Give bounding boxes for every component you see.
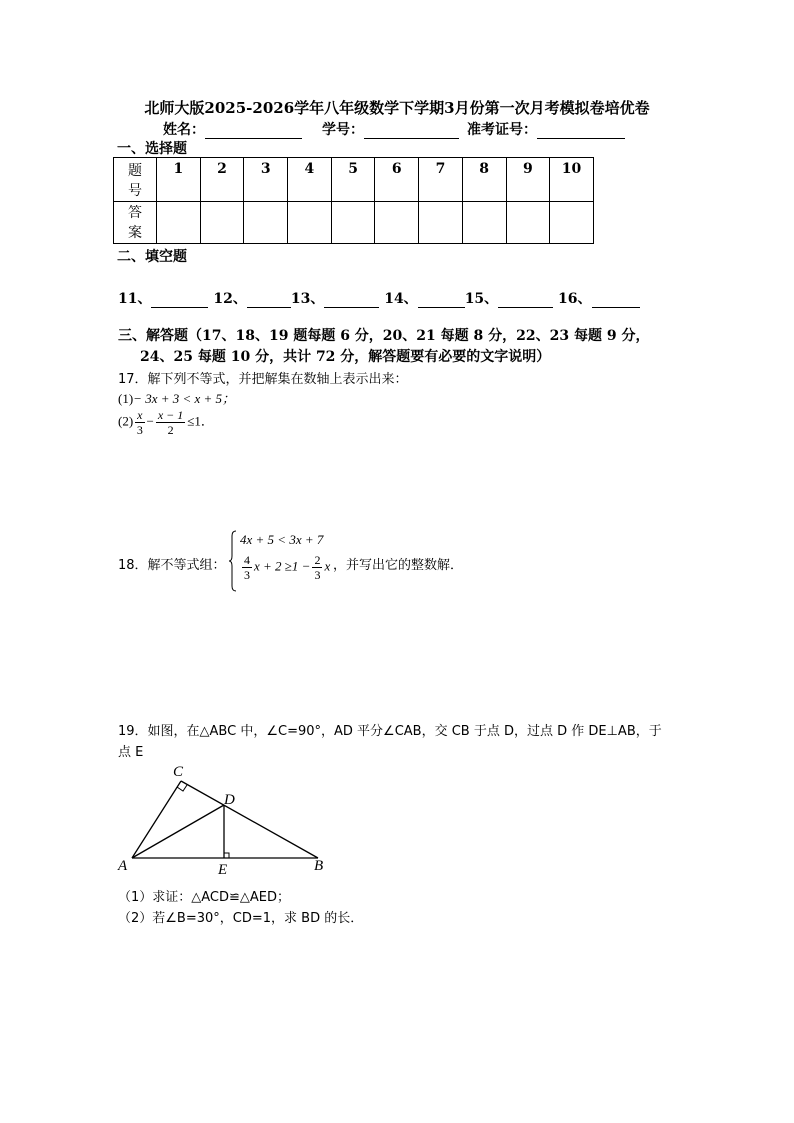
fraction bbox=[135, 408, 144, 437]
q19-stem-line2: 点 E bbox=[118, 745, 144, 760]
exam-title: 北师大版2025-2026学年八年级数学下学期3月份第一次月考模拟卷培优卷 bbox=[144, 99, 650, 117]
q17-part1-label: (1) bbox=[118, 391, 134, 406]
row-header-char: 题 bbox=[128, 163, 142, 179]
label-A: A bbox=[118, 858, 128, 874]
q17-part1-expr: − 3x + 3 < x + 5； bbox=[133, 391, 236, 406]
student-id-label: 学号： bbox=[322, 122, 364, 138]
name-label: 姓名： bbox=[163, 122, 205, 138]
section-solve-heading: 三、解答题（17、18、19 题每题 6 分，20、21 每题 8 分，22、23 每题 9 分， bbox=[118, 328, 650, 344]
answer-table bbox=[113, 157, 594, 244]
q17-part2-label: (2) bbox=[118, 413, 134, 429]
answer-cell[interactable] bbox=[462, 202, 506, 244]
q17-part1 bbox=[118, 388, 235, 407]
fraction-denominator: 2 bbox=[167, 423, 174, 437]
row-header-char: 答 bbox=[128, 204, 142, 221]
exam-number-field bbox=[467, 119, 625, 139]
q18-line2-mid: x + 2 ≥1 − bbox=[254, 558, 311, 574]
student-id-field bbox=[322, 119, 459, 139]
q18-line1: 4x + 5 < 3x + 7 bbox=[240, 532, 324, 547]
answer-cell[interactable] bbox=[375, 202, 419, 244]
q19-stem-line1: 19．如图，在△ABC 中，∠C=90°，AD 平分∠CAB，交 CB 于点 D，过点 D 作 DE⊥AB，于 bbox=[118, 724, 662, 739]
row-header-answer bbox=[114, 202, 157, 244]
question-number-cell: 1 bbox=[157, 158, 201, 202]
blank-number: 12、 bbox=[213, 291, 247, 307]
question-number-cell: 6 bbox=[375, 158, 419, 202]
segment-AC bbox=[132, 781, 181, 858]
q17-part2 bbox=[118, 408, 214, 437]
q18-prefix: 18．解不等式组： bbox=[118, 558, 226, 573]
question-number-cell: 10 bbox=[550, 158, 594, 202]
blank-13[interactable] bbox=[324, 294, 379, 308]
question-number-cell: 8 bbox=[462, 158, 506, 202]
fraction-numerator: x − 1 bbox=[157, 408, 184, 422]
label-B: B bbox=[314, 858, 324, 874]
fraction-denominator: 3 bbox=[244, 568, 250, 582]
q18-line2 bbox=[240, 553, 330, 582]
question-number-cell: 2 bbox=[200, 158, 244, 202]
q17-stem: 17．解下列不等式，并把解集在数轴上表示出来： bbox=[118, 372, 408, 387]
label-C: C bbox=[173, 764, 184, 780]
answer-table-answer-row bbox=[114, 202, 594, 244]
segment-AD bbox=[132, 805, 224, 858]
q19-part2: （2）若∠B=30°，CD=1，求 BD 的长． bbox=[118, 911, 364, 926]
fraction-numerator: 2 bbox=[314, 553, 321, 567]
fraction-numerator: 4 bbox=[244, 553, 250, 567]
question-number-cell: 5 bbox=[331, 158, 375, 202]
row-header-char: 号 bbox=[128, 183, 142, 199]
exam-number-blank[interactable] bbox=[537, 124, 625, 139]
row-header-char: 案 bbox=[128, 224, 142, 241]
blank-15[interactable] bbox=[498, 294, 553, 308]
fraction-denominator: 3 bbox=[136, 423, 143, 437]
blank-14[interactable] bbox=[418, 294, 465, 308]
section-choice-heading: 一、选择题 bbox=[117, 141, 187, 157]
q19-part1: （1）求证：△ACD≌△AED； bbox=[118, 890, 291, 905]
answer-cell[interactable] bbox=[244, 202, 288, 244]
exam-number-label: 准考证号： bbox=[467, 122, 537, 138]
q17-part2-tail: ≤1． bbox=[187, 413, 214, 429]
blank-number: 11、 bbox=[118, 291, 152, 307]
minus-sign: − bbox=[146, 413, 154, 429]
blank-12[interactable] bbox=[247, 294, 291, 308]
answer-cell[interactable] bbox=[288, 202, 332, 244]
row-header-number bbox=[114, 158, 157, 202]
name-blank[interactable] bbox=[205, 124, 302, 139]
question-number-cell: 4 bbox=[288, 158, 332, 202]
fraction-numerator: x bbox=[137, 408, 143, 422]
fill-blank-line bbox=[118, 288, 640, 308]
section-fill-heading: 二、填空题 bbox=[117, 249, 187, 265]
q18-suffix: ，并写出它的整数解． bbox=[333, 558, 464, 573]
student-id-blank[interactable] bbox=[364, 124, 459, 139]
answer-table-number-row bbox=[114, 158, 594, 202]
label-E: E bbox=[218, 862, 228, 878]
q18-line2-tail: x bbox=[324, 558, 331, 574]
right-angle-mark-E bbox=[224, 853, 229, 858]
answer-cell[interactable] bbox=[157, 202, 201, 244]
question-number-cell: 9 bbox=[506, 158, 550, 202]
blank-16[interactable] bbox=[592, 294, 640, 308]
answer-cell[interactable] bbox=[550, 202, 594, 244]
blank-number: 16、 bbox=[558, 291, 592, 307]
answer-cell[interactable] bbox=[200, 202, 244, 244]
question-number-cell: 3 bbox=[244, 158, 288, 202]
fraction-denominator: 3 bbox=[314, 568, 321, 582]
answer-cell[interactable] bbox=[331, 202, 375, 244]
blank-number: 13、 bbox=[290, 291, 325, 307]
blank-11[interactable] bbox=[151, 294, 208, 308]
answer-cell[interactable] bbox=[506, 202, 550, 244]
fraction bbox=[242, 553, 252, 582]
fraction bbox=[156, 408, 185, 437]
fraction bbox=[312, 553, 322, 582]
section-solve-heading-cont: 24、25 每题 10 分，共计 72 分，解答题要有必要的文字说明） bbox=[140, 349, 551, 365]
name-field bbox=[163, 119, 302, 139]
triangle-figure bbox=[110, 758, 340, 882]
brace-icon bbox=[229, 530, 237, 592]
label-D: D bbox=[224, 792, 235, 808]
blank-number: 15、 bbox=[464, 291, 499, 307]
answer-cell[interactable] bbox=[419, 202, 463, 244]
question-number-cell: 7 bbox=[419, 158, 463, 202]
segment-CB bbox=[181, 781, 318, 858]
blank-number: 14、 bbox=[384, 291, 418, 307]
